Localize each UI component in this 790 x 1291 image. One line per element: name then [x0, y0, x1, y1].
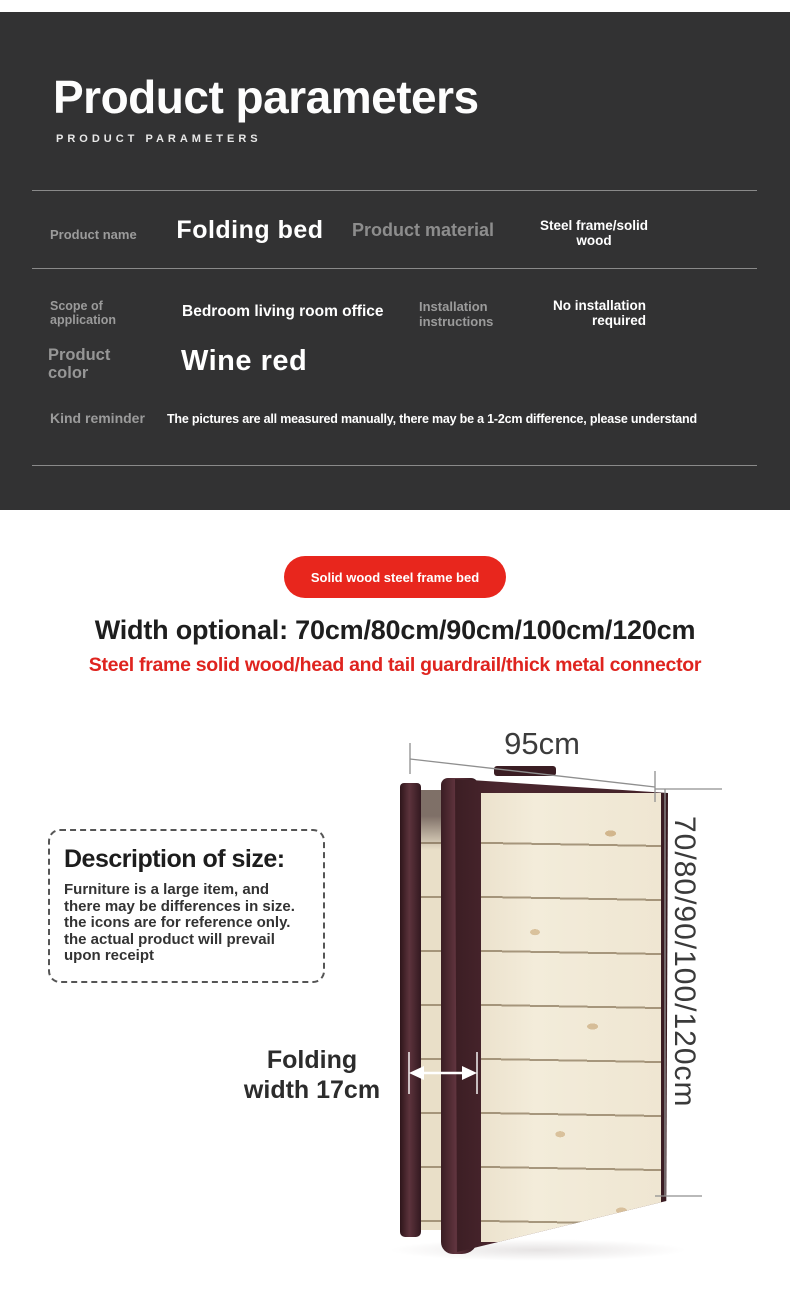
param-value-product-name: Folding bed [176, 216, 324, 244]
side-height-dimension-label: 70/80/90/100/120cm [668, 816, 701, 1108]
param-value-kind-reminder: The pictures are all measured manually, there may be a 1-2cm difference, please understand [167, 412, 697, 426]
bed-folded-slats-edge [421, 790, 441, 1230]
category-badge: Solid wood steel frame bed [284, 556, 506, 598]
bed-folded-leg [400, 783, 421, 1237]
product-parameters-panel [0, 12, 790, 510]
param-value-line: wood [576, 233, 612, 248]
folding-width-label [226, 1045, 398, 1105]
param-label-kind-reminder: Kind reminder [50, 410, 145, 426]
param-label-line: Scope of [50, 299, 103, 313]
param-label-line: color [48, 364, 89, 382]
param-label-line: instructions [419, 314, 494, 329]
width-options-heading: Width optional: 70cm/80cm/90cm/100cm/120cm [94, 615, 696, 645]
param-label-line: Product [48, 346, 111, 364]
size-description-line: Furniture is a large item, and [64, 881, 270, 898]
param-label-installation [419, 299, 493, 329]
param-value-line: Steel frame/solid [539, 218, 649, 233]
param-label-product-color [48, 346, 110, 382]
divider-line [32, 268, 757, 269]
param-value-product-material [528, 218, 660, 248]
page-title: Product parameters [53, 71, 479, 123]
param-label-line: Installation [419, 299, 488, 314]
param-value-line: No installation [552, 298, 646, 313]
param-value-product-color: Wine red [181, 345, 308, 377]
bed-shadow [388, 1239, 688, 1261]
folded-bed-image [398, 745, 676, 1257]
page-subtitle: PRODUCT PARAMETERS [56, 133, 262, 145]
size-description-box [48, 829, 325, 983]
param-value-installation [540, 298, 646, 328]
divider-line [32, 190, 757, 191]
size-description-line: the icons are for reference only. [64, 914, 291, 931]
divider-line [32, 465, 757, 466]
size-description-line: there may be differences in size. [64, 897, 295, 915]
size-description-line: upon receipt [64, 947, 155, 964]
param-label-line: application [50, 313, 116, 327]
bed-main-panel [455, 773, 668, 1252]
features-heading: Steel frame solid wood/head and tail guardrail/thick metal connector [88, 654, 702, 676]
bed-wood-slats [481, 793, 661, 1242]
param-label-product-name: Product name [50, 227, 137, 242]
top-width-dimension-label: 95cm [504, 726, 580, 761]
folding-width-line: width 17cm [243, 1076, 381, 1104]
param-value-line: required [591, 313, 646, 328]
folding-width-line: Folding [266, 1046, 358, 1074]
bed-top-handle [494, 766, 556, 776]
param-label-scope [50, 299, 116, 327]
param-value-scope: Bedroom living room office [182, 303, 384, 320]
size-description-title: Description of size: [64, 845, 285, 873]
size-description-line: the actual product will prevail [64, 930, 275, 948]
param-label-product-material: Product material [352, 220, 495, 240]
